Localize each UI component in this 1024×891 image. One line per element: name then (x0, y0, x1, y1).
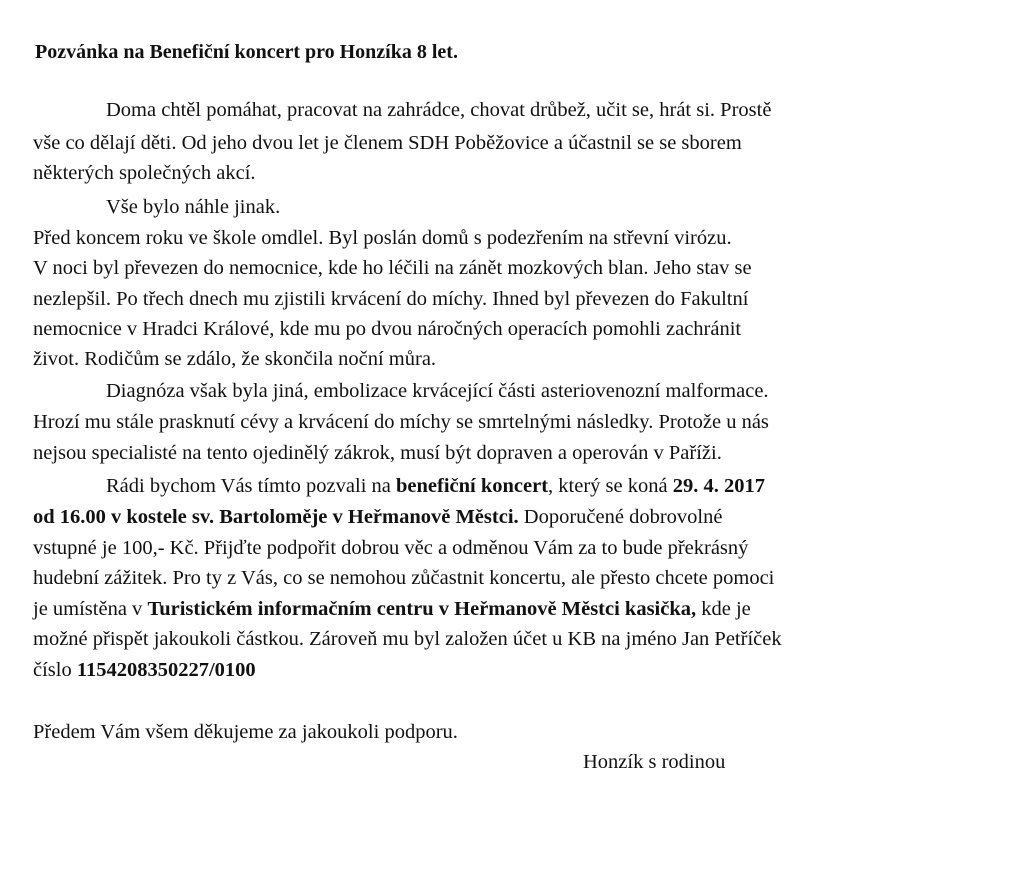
bold-text: od 16.00 v kostele sv. Bartoloměje v Heřmanově Městci. (33, 506, 519, 528)
text-segment: hudební zážitek. Pro ty z Vás, co se nemohou zůčastnit koncertu, ale přesto chcete pomoci (33, 567, 775, 589)
text-segment: číslo (33, 659, 77, 681)
text-segment: je umístěna v (33, 598, 148, 620)
text-segment: nejsou specialisté na tento ojedinělý zákrok, musí být dopraven a operován v Paříži. (33, 442, 722, 464)
text-line (33, 440, 722, 466)
text-line (106, 97, 771, 123)
text-line (33, 130, 742, 156)
text-segment: nezlepšil. Po třech dnech mu zjistili krvácení do míchy. Ihned byl převezen do Fakultní (33, 288, 749, 310)
text-line (33, 286, 748, 312)
text-segment: Předem Vám všem děkujeme za jakoukoli podporu. (33, 721, 458, 743)
text-line (33, 160, 256, 186)
text-segment: možné přispět jakoukoli částkou. Zároveň mu byl založen účet u KB na jméno Jan Petříček (33, 628, 782, 650)
bold-text: benefiční koncert (396, 475, 549, 497)
bold-text: 1154208350227/0100 (76, 659, 256, 681)
text-segment: některých společných akcí. (33, 162, 256, 184)
text-line (33, 225, 732, 251)
text-line (106, 194, 280, 220)
text-line (106, 473, 765, 499)
text-line (33, 535, 748, 561)
text-line (33, 504, 722, 530)
text-line (33, 409, 769, 435)
text-segment: Doma chtěl pomáhat, pracovat na zahrádce, chovat drůbež, učit se, hrát si. Prostě (106, 99, 772, 121)
text-line (33, 255, 752, 281)
text-segment: vstupné je 100,- Kč. Přijďte podpořit dobrou věc a odměnou Vám za to bude překrásný (33, 537, 749, 559)
text-segment: Hrozí mu stále prasknutí cévy a krvácení do míchy se smrtelnými následky. Protože u nás (33, 411, 769, 433)
text-line (33, 626, 782, 652)
text-segment: Rádi bychom Vás tímto pozvali na (106, 475, 396, 497)
text-line (33, 316, 741, 342)
text-segment: kde je (696, 598, 751, 620)
text-segment: Honzík s rodinou (583, 751, 726, 773)
text-segment: V noci byl převezen do nemocnice, kde ho léčili na zánět mozkových blan. Jeho stav se (33, 257, 752, 279)
text-segment: Před koncem roku ve škole omdlel. Byl poslán domů s podezřením na střevní virózu. (33, 227, 732, 249)
text-segment: , který se koná (548, 475, 673, 497)
text-line (33, 346, 436, 372)
document-title: Pozvánka na Benefiční koncert pro Honzíka 8 let. (35, 41, 458, 63)
text-segment: Diagnóza však byla jiná, embolizace krvácející části asteriovenozní malformace. (106, 380, 769, 402)
text-segment: život. Rodičům se zdálo, že skončila noční můra. (33, 348, 437, 370)
text-segment: Doporučené dobrovolné (518, 506, 723, 528)
text-segment: nemocnice v Hradci Králové, kde mu po dvou náročných operacích pomohli zachránit (33, 318, 742, 340)
bold-text: Turistickém informačním centru v Heřmanově Městci kasička, (147, 598, 697, 620)
text-line (33, 596, 751, 622)
text-line (33, 565, 774, 591)
text-segment: Vše bylo náhle jinak. (106, 196, 281, 218)
text-line (33, 657, 256, 683)
text-segment: vše co dělají děti. Od jeho dvou let je členem SDH Poběžovice a účastnil se se sborem (33, 132, 742, 154)
text-line (106, 378, 769, 404)
signature-line (583, 749, 725, 775)
bold-text: 29. 4. 2017 (672, 475, 765, 497)
text-line (33, 719, 458, 745)
